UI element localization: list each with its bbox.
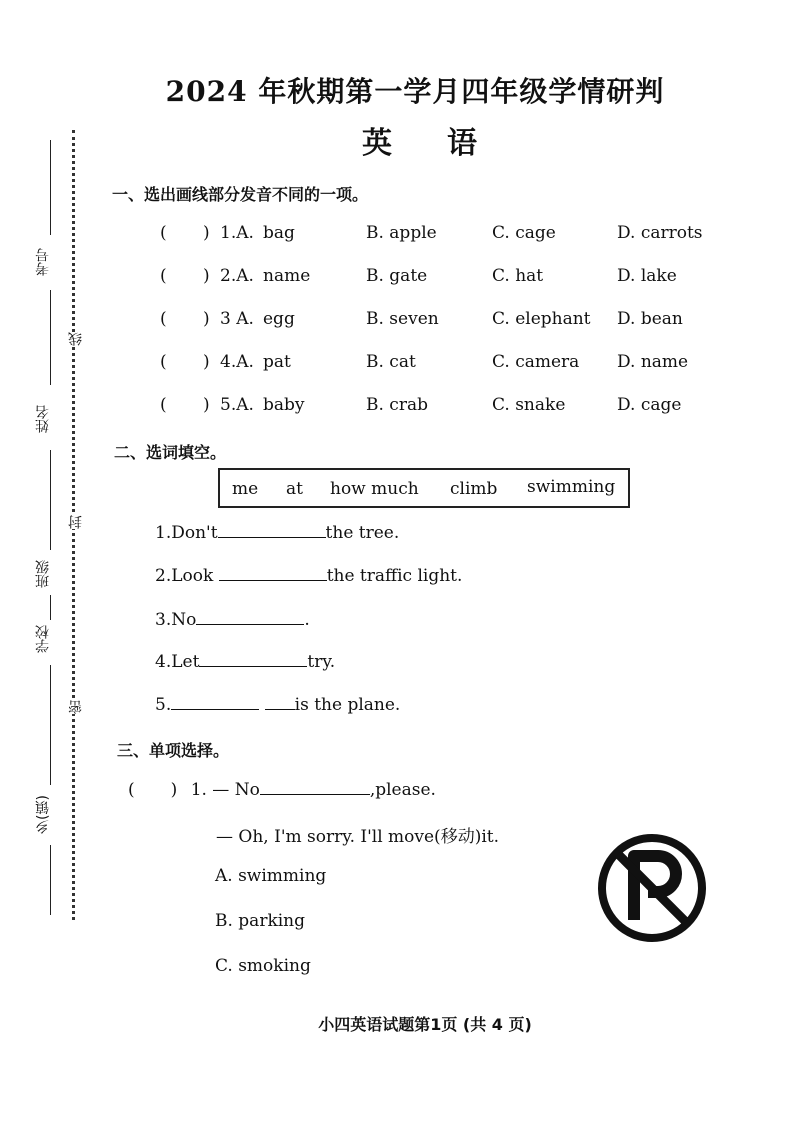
answer-paren-close: ) [203, 309, 210, 329]
option-b: B. crab [366, 395, 428, 415]
answer-blank[interactable] [265, 695, 295, 710]
answer-blank[interactable] [260, 780, 370, 795]
option-number: 2.A. [220, 266, 254, 286]
option-d: D. lake [617, 266, 677, 286]
fill-item-prefix: 5. [155, 695, 172, 715]
fill-item-suffix: is the plane. [294, 695, 401, 715]
option-c: C. snake [492, 395, 566, 415]
section1-heading: 一、选出画线部分发音不同的一项。 [112, 185, 369, 204]
school-label: 学校 [35, 625, 51, 653]
answer-slot[interactable] [172, 309, 200, 329]
option-number: 3 A. [220, 309, 254, 329]
answer-slot[interactable] [172, 266, 200, 286]
option-d: D. cage [617, 395, 682, 415]
name-label: 姓名 [35, 405, 51, 433]
binding-line-5 [50, 665, 51, 785]
binding-line-3 [50, 450, 51, 550]
answer-blank[interactable] [199, 652, 307, 667]
fill-item-prefix: 4.Let [155, 652, 200, 672]
seal-xian: 线 [68, 332, 84, 346]
option-c: C. cage [492, 223, 556, 243]
answer-slot[interactable] [172, 223, 200, 243]
word-bank-item: me [232, 479, 259, 499]
answer-paren-close: ) [170, 780, 178, 800]
word-bank-item: swimming [527, 477, 616, 497]
option-d: D. bean [617, 309, 683, 329]
option-c: C. elephant [492, 309, 591, 329]
answer-paren-open: ( [160, 266, 167, 286]
binding-line-4 [50, 595, 51, 620]
answer-slot[interactable] [135, 781, 171, 795]
mc-option-c[interactable]: C. smoking [215, 956, 311, 976]
option-a: name [263, 266, 311, 286]
option-a: pat [263, 352, 291, 372]
option-b: B. seven [366, 309, 439, 329]
answer-paren-open: ( [160, 309, 167, 329]
fill-item-4 [155, 652, 335, 672]
seal-feng: 封 [68, 515, 84, 529]
option-c: C. hat [492, 266, 544, 286]
option-a: egg [263, 309, 295, 329]
answer-paren-open: ( [160, 223, 167, 243]
option-b: B. apple [366, 223, 437, 243]
answer-blank[interactable] [196, 610, 304, 625]
fill-item-1 [155, 523, 399, 543]
answer-paren-close: ) [203, 223, 210, 243]
binding-line-1 [50, 140, 51, 235]
binding-line-6 [50, 845, 51, 915]
fill-item-2 [155, 566, 462, 586]
option-number: 5.A. [220, 395, 254, 415]
page-title: 2024 年秋期第一学月四年级学情研判 [165, 75, 665, 108]
section3-heading: 三、单项选择。 [117, 741, 230, 760]
fill-item-suffix: the tree. [325, 523, 400, 543]
option-a: bag [263, 223, 295, 243]
mc-option-b[interactable]: B. parking [215, 911, 306, 931]
word-bank-box [218, 468, 630, 508]
option-b: B. gate [366, 266, 428, 286]
answer-paren-close: ) [203, 352, 210, 372]
option-a: baby [263, 395, 305, 415]
fill-item-prefix: 2.Look [155, 566, 214, 586]
fill-item-suffix: . [304, 610, 310, 630]
fill-item-suffix: try. [307, 652, 336, 672]
word-bank-item: how much [330, 479, 419, 499]
subject-title: 英语 [362, 126, 532, 161]
word-bank-item: climb [450, 479, 498, 499]
option-c: C. camera [492, 352, 580, 372]
fill-item-5 [155, 695, 400, 715]
option-number: 1.A. [220, 223, 254, 243]
word-bank-item: at [286, 479, 303, 499]
option-b: B. cat [366, 352, 416, 372]
mc-response-line: — Oh, I'm sorry. I'll move(移动)it. [216, 827, 499, 847]
answer-paren-open: ( [160, 352, 167, 372]
mc-stem-suffix: ,please. [369, 780, 436, 800]
fill-item-prefix: 1.Don't [155, 523, 218, 543]
class-label: 班级 [35, 560, 51, 588]
option-d: D. carrots [617, 223, 703, 243]
binding-line-2 [50, 290, 51, 385]
fill-item-3 [155, 610, 310, 630]
seal-mi: 密 [68, 700, 84, 714]
page-footer: 小四英语试题第1页 (共 4 页) [318, 1015, 532, 1034]
mc-option-a[interactable]: A. swimming [215, 866, 327, 886]
answer-slot[interactable] [172, 352, 200, 372]
answer-paren-open: ( [128, 780, 135, 800]
fill-item-prefix: 3.No [155, 610, 197, 630]
mc-question-1 [128, 780, 436, 800]
no-parking-sign-icon [596, 832, 708, 944]
exam-no-label: 考号 [35, 248, 51, 276]
answer-paren-close: ) [203, 266, 210, 286]
answer-paren-close: ) [203, 395, 210, 415]
fill-item-suffix: the traffic light. [326, 566, 463, 586]
answer-blank[interactable] [171, 695, 259, 710]
answer-slot[interactable] [172, 395, 200, 415]
mc-stem-prefix: 1. — No [190, 780, 260, 800]
answer-paren-open: ( [160, 395, 167, 415]
answer-blank[interactable] [218, 523, 326, 538]
option-number: 4.A. [220, 352, 254, 372]
town-label: 乡(镇) [35, 795, 51, 834]
answer-blank[interactable] [219, 566, 327, 581]
option-d: D. name [617, 352, 689, 372]
section2-heading: 二、选词填空。 [114, 443, 227, 462]
